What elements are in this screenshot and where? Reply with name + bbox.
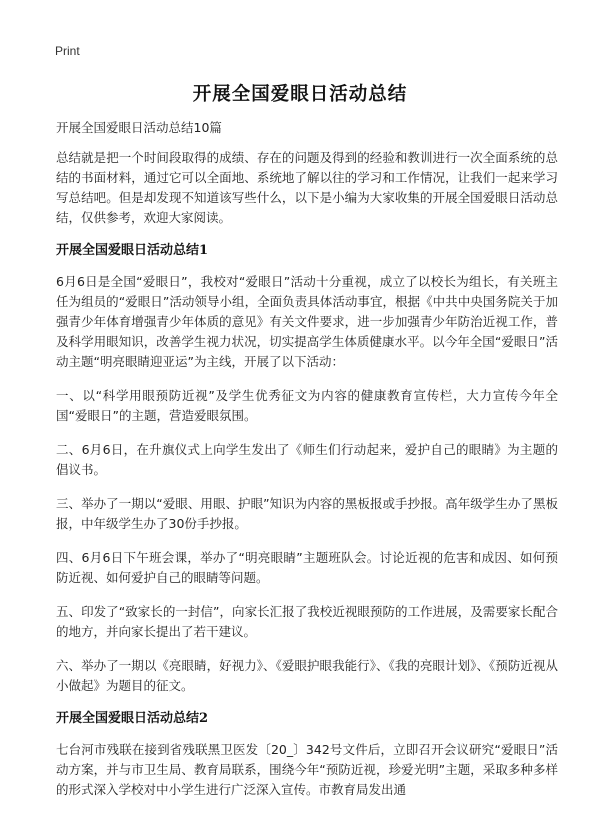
section1-paragraph: 一、以“科学用眼预防近视”及学生优秀征文为内容的健康教育宣传栏，大力宣传今年全国“爱眼日”的主题，营造爱眼氛围。	[56, 388, 558, 423]
intro-paragraph: 总结就是把一个时间段取得的成绩、存在的问题及得到的经验和教训进行一次全面系统的总结的书面材料，通过它可以全面地、系统地了解以往的学习和工作情况，让我们一起来学习写总结吧。但是却发现不知道该写些什么，以下是小编为大家收集的开展全国爱眼日活动总结，仅供参考，欢迎大家阅读。	[56, 150, 558, 225]
section1-paragraph: 二、6月6日，在升旗仪式上向学生发出了《师生们行动起来，爱护自己的眼睛》为主题的倡议书。	[56, 442, 558, 477]
section1-paragraph: 6月6日是全国“爱眼日”，我校对“爱眼日”活动十分重视，成立了以校长为组长，有关班主任为组员的“爱眼日”活动领导小组，全面负责具体活动事宜，根据《中共中央国务院关于加强青少年体育增强青少年体质的意见》有关文件要求，进一步加强青少年防治近视工作，普及科学用眼知识，改善学生视力状况，切实提高学生体质健康水平。以今年全国“爱眼日”活动主题“明亮眼睛迎亚运”为主线，开展了以下活动：	[56, 274, 558, 369]
section-heading-2: 开展全国爱眼日活动总结2	[56, 711, 209, 726]
document-subtitle: 开展全国爱眼日活动总结10篇	[56, 120, 222, 135]
section1-paragraph: 三、举办了一期以“爱眼、用眼、护眼”知识为内容的黑板报或手抄报。高年级学生办了黑板报，中年级学生办了30份手抄报。	[56, 496, 558, 531]
section2-paragraph: 七台河市残联在接到省残联黑卫医发〔20_〕342号文件后，立即召开会议研究“爱眼日”活动方案，并与市卫生局、教育局联系，围绕今年“预防近视，珍爱光明”主题，采取多种多样的形式深入学校对中小学生进行广泛深入宣传。市教育局发出通	[56, 742, 558, 797]
print-link[interactable]: Print	[55, 44, 80, 58]
document-body	[56, 118, 558, 814]
section1-paragraph: 四、6月6日下午班会课，举办了“明亮眼睛”主题班队会。讨论近视的危害和成因、如何预防近视、如何爱护自己的眼睛等问题。	[56, 550, 558, 585]
section1-paragraph: 六、举办了一期以《亮眼睛，好视力》、《爱眼护眼我能行》、《我的亮眼计划》、《预防近视从小做起》为题目的征文。	[56, 658, 558, 693]
section1-paragraph: 五、印发了“致家长的一封信”，向家长汇报了我校近视眼预防的工作进展，及需要家长配合的地方，并向家长提出了若干建议。	[56, 604, 558, 639]
document-title: 开展全国爱眼日活动总结	[192, 84, 408, 105]
section-heading-1: 开展全国爱眼日活动总结1	[56, 243, 209, 258]
